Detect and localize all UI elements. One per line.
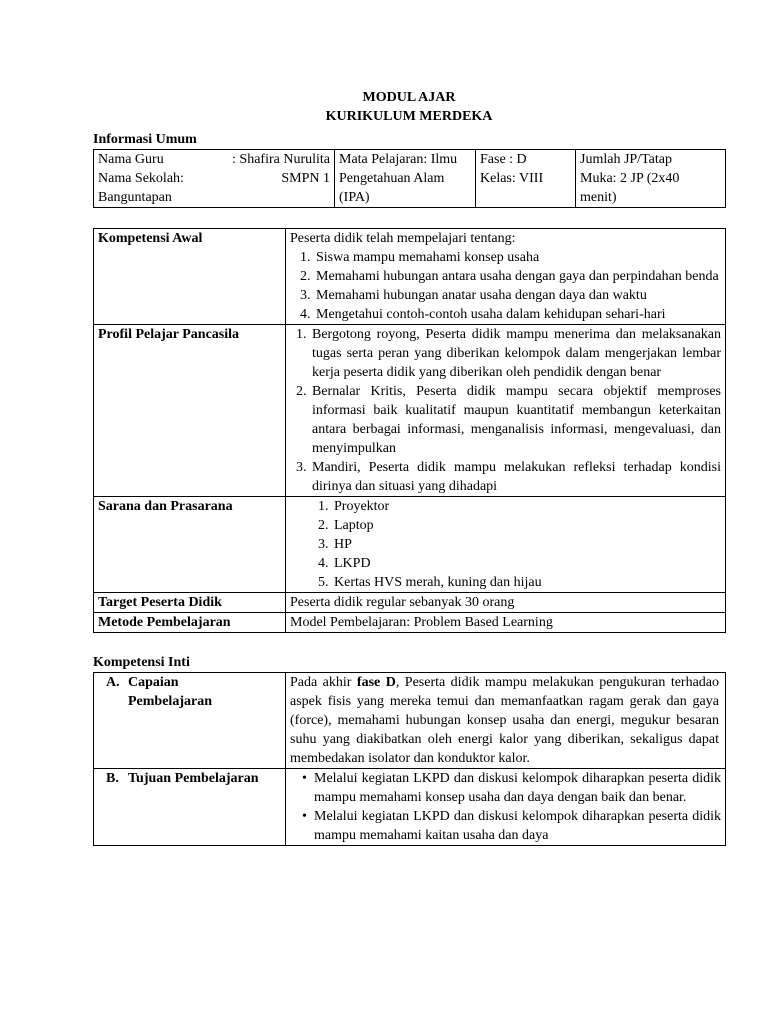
kompetensi-inti-heading: Kompetensi Inti: [93, 655, 190, 670]
profil-row: [94, 325, 726, 497]
list-item: 5. Kertas HVS merah, kuning dan hijau: [332, 573, 721, 592]
nama-sekolah-value: SMPN 1: [281, 171, 330, 186]
capaian-content: [286, 673, 726, 769]
profil-label: Profil Pelajar Pancasila: [94, 325, 286, 497]
mapel-line2: Pengetahuan Alam: [339, 171, 445, 186]
komponen-table: [93, 228, 726, 633]
list-item: 1. Siswa mampu memahami konsep usaha: [314, 248, 721, 267]
profil-list: [290, 325, 721, 496]
jp-cell: [576, 150, 726, 208]
nama-sekolah-value-2: Banguntapan: [98, 190, 172, 205]
sarana-list: [290, 497, 721, 592]
tujuan-label: Tujuan Pembelajaran: [128, 771, 259, 786]
capaian-text-post: , Peserta didik mampu melakukan pengukuran terhadao aspek fisis yang mereka temui dan memanfaatkan ragam gerak dan gaya (force), memahami hubungan konsep usaha dan energi, megukur besaran suhu yang diakibatkan oleh energi kalor yang diberikan, sekaligus dapat membedakan isolator dan konduktor kalor.: [290, 675, 720, 766]
list-item: 1. Bergotong royong, Peserta didik mampu menerima dan melaksanakan tugas serta peran yang diberikan kelompok dalam mengerjakan lembar kerja peserta didik yang diberikan oleh pendidik dengan benar: [310, 325, 721, 382]
list-item: • Melalui kegiatan LKPD dan diskusi kelompok diharapkan peserta didik mampu memahami konsep usaha dan daya dengan baik dan benar.: [304, 769, 721, 807]
tujuan-letter: B.: [106, 771, 119, 786]
jp-line3: menit): [580, 190, 617, 205]
metode-value: Model Pembelajaran: Problem Based Learning: [286, 613, 726, 633]
mapel-line1: Mata Pelajaran: Ilmu: [339, 152, 458, 167]
nama-guru-value: : Shafira Nurulita: [232, 152, 330, 167]
list-item: 3. Memahami hubungan anatar usaha dengan daya dan waktu: [314, 286, 721, 305]
subject-cell: [335, 150, 476, 208]
capaian-text-bold: fase D: [356, 675, 396, 690]
sarana-label: Sarana dan Prasarana: [94, 497, 286, 593]
metode-row: [94, 613, 726, 633]
jp-line2: Muka: 2 JP (2x40: [580, 171, 680, 186]
list-item: 2. Bernalar Kritis, Peserta didik mampu secara objektif memproses informasi baik kualitatif maupun kuantitatif membangun keterkaitan antara berbagai informasi, menganalisis informasi, mengevaluasi, dan menyimpulkan: [310, 382, 721, 458]
sarana-row: [94, 497, 726, 593]
teacher-school-cell: [94, 150, 335, 208]
jp-line1: Jumlah JP/Tatap: [580, 152, 672, 167]
capaian-text-pre: Pada akhir: [290, 675, 357, 690]
tujuan-list: [290, 769, 721, 845]
informasi-umum-heading: Informasi Umum: [93, 132, 197, 147]
doc-title-line1: MODUL AJAR: [362, 90, 456, 105]
inti-table: [93, 672, 726, 846]
profil-content: [286, 325, 726, 497]
list-item: 2. Memahami hubungan antara usaha dengan gaya dan perpindahan benda: [314, 267, 721, 286]
tujuan-row: [94, 769, 726, 846]
kompetensi-awal-row: [94, 229, 726, 325]
nama-guru-label: Nama Guru: [98, 152, 164, 167]
capaian-label-1: Capaian: [128, 675, 179, 690]
document-page: [93, 88, 725, 846]
tujuan-label-cell: [94, 769, 286, 846]
kompetensi-awal-list: [290, 248, 721, 324]
target-row: [94, 593, 726, 613]
kompetensi-awal-label: Kompetensi Awal: [94, 229, 286, 325]
list-item: 3. Mandiri, Peserta didik mampu melakukan refleksi terhadap kondisi dirinya dan situasi yang dihadapi: [310, 458, 721, 496]
doc-title-line2: KURIKULUM MERDEKA: [325, 109, 493, 124]
kompetensi-awal-intro: Peserta didik telah mempelajari tentang:: [290, 231, 516, 246]
list-item: 2. Laptop: [332, 516, 721, 535]
target-value: Peserta didik regular sebanyak 30 orang: [286, 593, 726, 613]
capaian-letter: A.: [106, 675, 120, 690]
target-label: Target Peserta Didik: [94, 593, 286, 613]
tujuan-content: [286, 769, 726, 846]
list-item: 4. LKPD: [332, 554, 721, 573]
sarana-content: [286, 497, 726, 593]
list-item: 1. Proyektor: [332, 497, 721, 516]
mapel-line3: (IPA): [339, 190, 370, 205]
capaian-label-2: Pembelajaran: [128, 694, 212, 709]
list-item: • Melalui kegiatan LKPD dan diskusi kelompok diharapkan peserta didik mampu memahami kaitan usaha dan daya: [304, 807, 721, 845]
info-table: [93, 149, 726, 208]
metode-label: Metode Pembelajaran: [94, 613, 286, 633]
capaian-row: [94, 673, 726, 769]
list-item: 3. HP: [332, 535, 721, 554]
capaian-label-cell: [94, 673, 286, 769]
fase-value: Fase : D: [480, 152, 527, 167]
kompetensi-awal-content: [286, 229, 726, 325]
nama-sekolah-label: Nama Sekolah:: [98, 171, 184, 186]
list-item: 4. Mengetahui contoh-contoh usaha dalam kehidupan sehari-hari: [314, 305, 721, 324]
phase-class-cell: [476, 150, 576, 208]
kelas-value: Kelas: VIII: [480, 171, 544, 186]
